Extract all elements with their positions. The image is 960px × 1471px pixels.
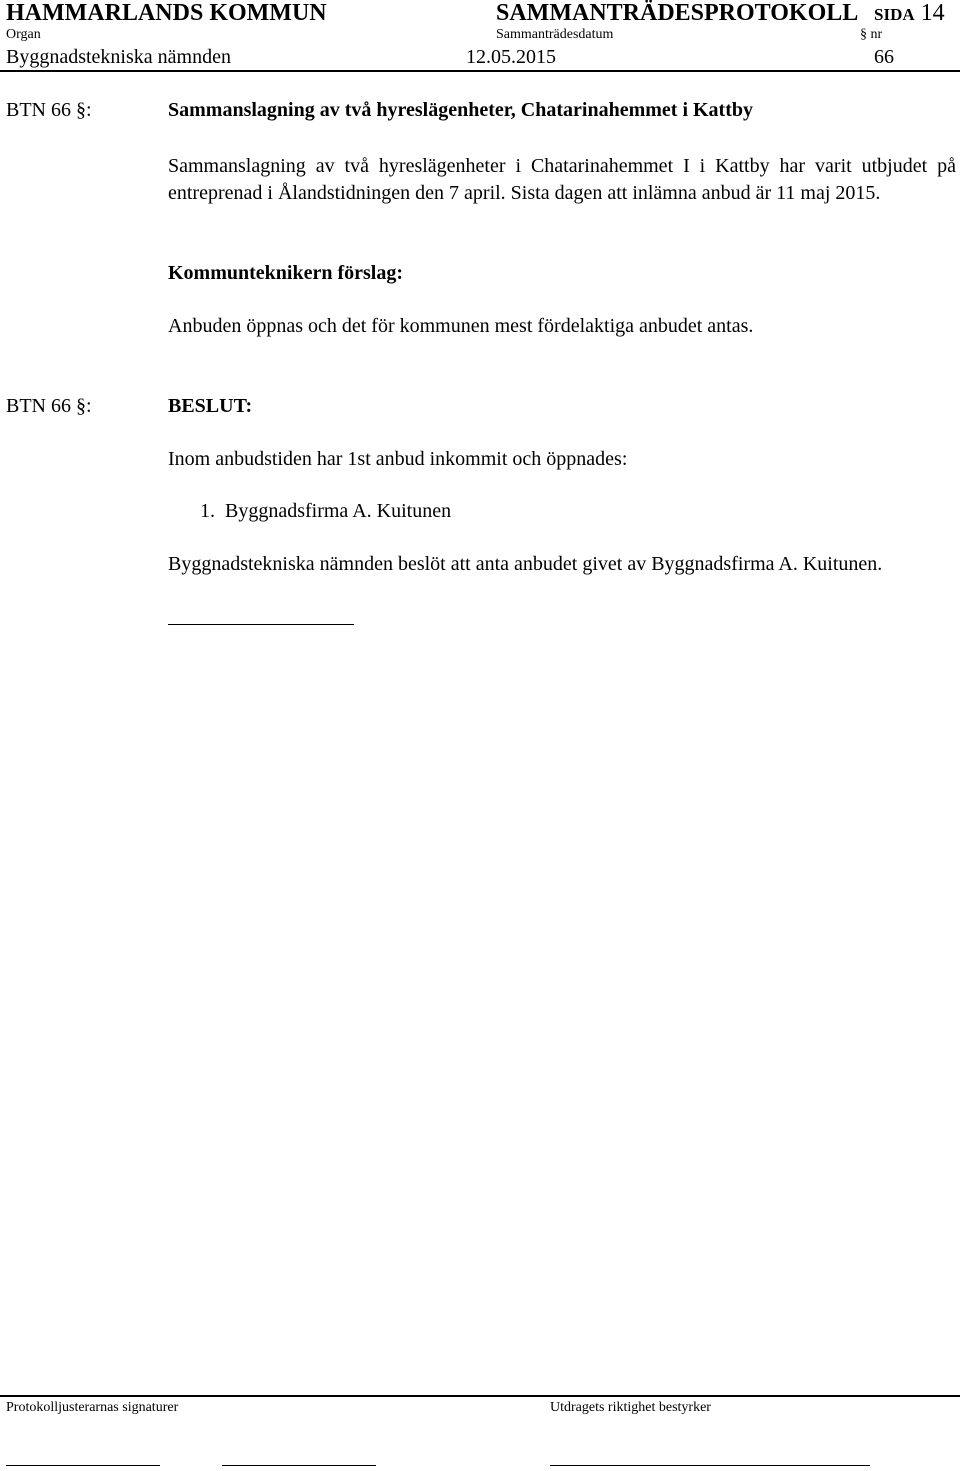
end-of-section-line xyxy=(168,624,354,625)
certified-label: Utdragets riktighet bestyrker xyxy=(550,1400,711,1415)
footer-divider xyxy=(0,1395,960,1397)
decision-text: Byggnadstekniska nämnden beslöt att anta anbudet givet av Byggnadsfirma A. Kuitunen. xyxy=(168,553,883,575)
proposal-heading: Kommunteknikern förslag: xyxy=(168,262,403,284)
bid-item: 1. Byggnadsfirma A. Kuitunen xyxy=(200,500,452,522)
document-type: SAMMANTRÄDESPROTOKOLL xyxy=(496,0,859,26)
signature-line-2 xyxy=(222,1465,376,1466)
organ-label: Organ xyxy=(6,27,41,42)
meeting-date: 12.05.2015 xyxy=(466,46,556,68)
date-label: Sammanträdesdatum xyxy=(496,27,614,42)
intro-paragraph: Sammanslagning av två hyreslägenheter i Chatarinahemmet I i Kattby har varit utbjudet på entreprenad i Ålandstidningen den 7 april. Sista dagen att inlämna anbud är 11 maj 2015. xyxy=(168,155,956,204)
header-divider xyxy=(0,70,960,72)
organ-value: Byggnadstekniska nämnden xyxy=(6,46,231,68)
municipality-name: HAMMARLANDS KOMMUN xyxy=(6,0,327,26)
paragraph-nr-label: § nr xyxy=(860,27,883,42)
paragraph-number: 66 xyxy=(874,46,894,68)
certification-line xyxy=(550,1465,870,1466)
signatures-label: Protokolljusterarnas signaturer xyxy=(6,1400,179,1415)
decision-heading: BESLUT: xyxy=(168,395,253,417)
page-label: SIDA xyxy=(874,5,915,24)
signature-line-1 xyxy=(6,1465,160,1466)
page-number: 14 xyxy=(920,0,945,26)
proposal-text: Anbuden öppnas och det för kommunen mest fördelaktiga anbudet antas. xyxy=(168,315,754,337)
section-title: Sammanslagning av två hyreslägenheter, Chatarinahemmet i Kattby xyxy=(168,99,753,121)
received-bids-text: Inom anbudstiden har 1st anbud inkommit och öppnades: xyxy=(168,448,628,470)
page-indicator xyxy=(874,0,945,28)
decision-code: BTN 66 §: xyxy=(6,395,92,417)
section-code: BTN 66 §: xyxy=(6,99,92,121)
